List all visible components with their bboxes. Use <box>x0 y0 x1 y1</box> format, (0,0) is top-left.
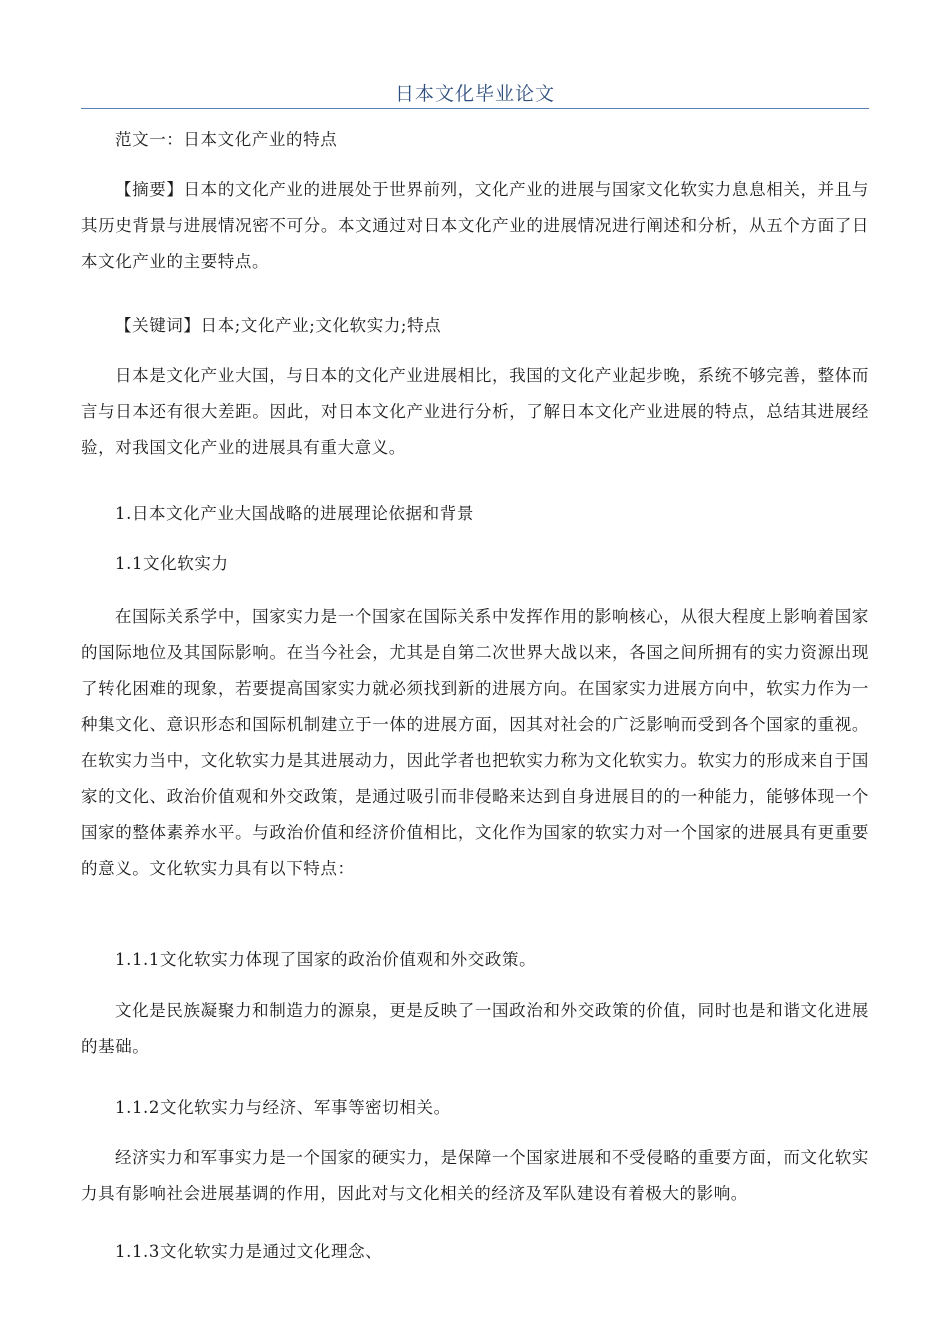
document-title: 日本文化毕业论文 <box>394 83 555 105</box>
subsection-heading: 1.1.3文化软实力是通过文化理念、 <box>115 1242 383 1261</box>
body-paragraph: 在国际关系学中，国家实力是一个国家在国际关系中发挥作用的影响核心，从很大程度上影响着国家的国际地位及其国际影响。在当今社会，尤其是自第二次世界大战以来，各国之间所拥有的实力资源出现了转化困难的现象，若要提高国家实力就必须找到新的进展方向。在国家实力进展方向中，软实力作为一种集文化、意识形态和国际机制建立于一体的进展方面，因其对社会的广泛影响而受到各个国家的重视。在软实力当中，文化软实力是其进展动力，因此学者也把软实力称为文化软实力。软实力的形成来自于国家的文化、政治价值观和外交政策，是通过吸引而非侵略来达到自身进展目的的一种能力，能够体现一个国家的整体素养水平。与政治价值和经济价值相比，文化作为国家的软实力对一个国家的进展具有更重要的意义。文化软实力具有以下特点： <box>81 607 869 878</box>
subsection-heading: 1.1.1文化软实力体现了国家的政治价值观和外交政策。 <box>115 950 537 969</box>
section-heading: 范文一：日本文化产业的特点 <box>115 130 338 149</box>
section-heading: 1.日本文化产业大国战略的进展理论依据和背景 <box>115 504 474 523</box>
header-divider <box>81 108 869 109</box>
subsection-heading: 1.1文化软实力 <box>115 554 229 573</box>
subsection-heading: 1.1.2文化软实力与经济、军事等密切相关。 <box>115 1098 451 1117</box>
body-paragraph: 日本是文化产业大国，与日本的文化产业进展相比，我国的文化产业起步晚，系统不够完善，整体而言与日本还有很大差距。因此，对日本文化产业进行分析，了解日本文化产业进展的特点，总结其进展经验，对我国文化产业的进展具有重大意义。 <box>81 366 869 457</box>
abstract-paragraph: 【摘要】日本的文化产业的进展处于世界前列，文化产业的进展与国家文化软实力息息相关，并且与其历史背景与进展情况密不可分。本文通过对日本文化产业的进展情况进行阐述和分析，从五个方面了日本文化产业的主要特点。 <box>81 180 869 271</box>
body-paragraph: 文化是民族凝聚力和制造力的源泉，更是反映了一国政治和外交政策的价值，同时也是和谐文化进展的基础。 <box>81 1001 869 1056</box>
body-paragraph: 经济实力和军事实力是一个国家的硬实力，是保障一个国家进展和不受侵略的重要方面，而文化软实力具有影响社会进展基调的作用，因此对与文化相关的经济及军队建设有着极大的影响。 <box>81 1148 869 1203</box>
keywords-line: 【关键词】日本;文化产业;文化软实力;特点 <box>115 316 442 335</box>
